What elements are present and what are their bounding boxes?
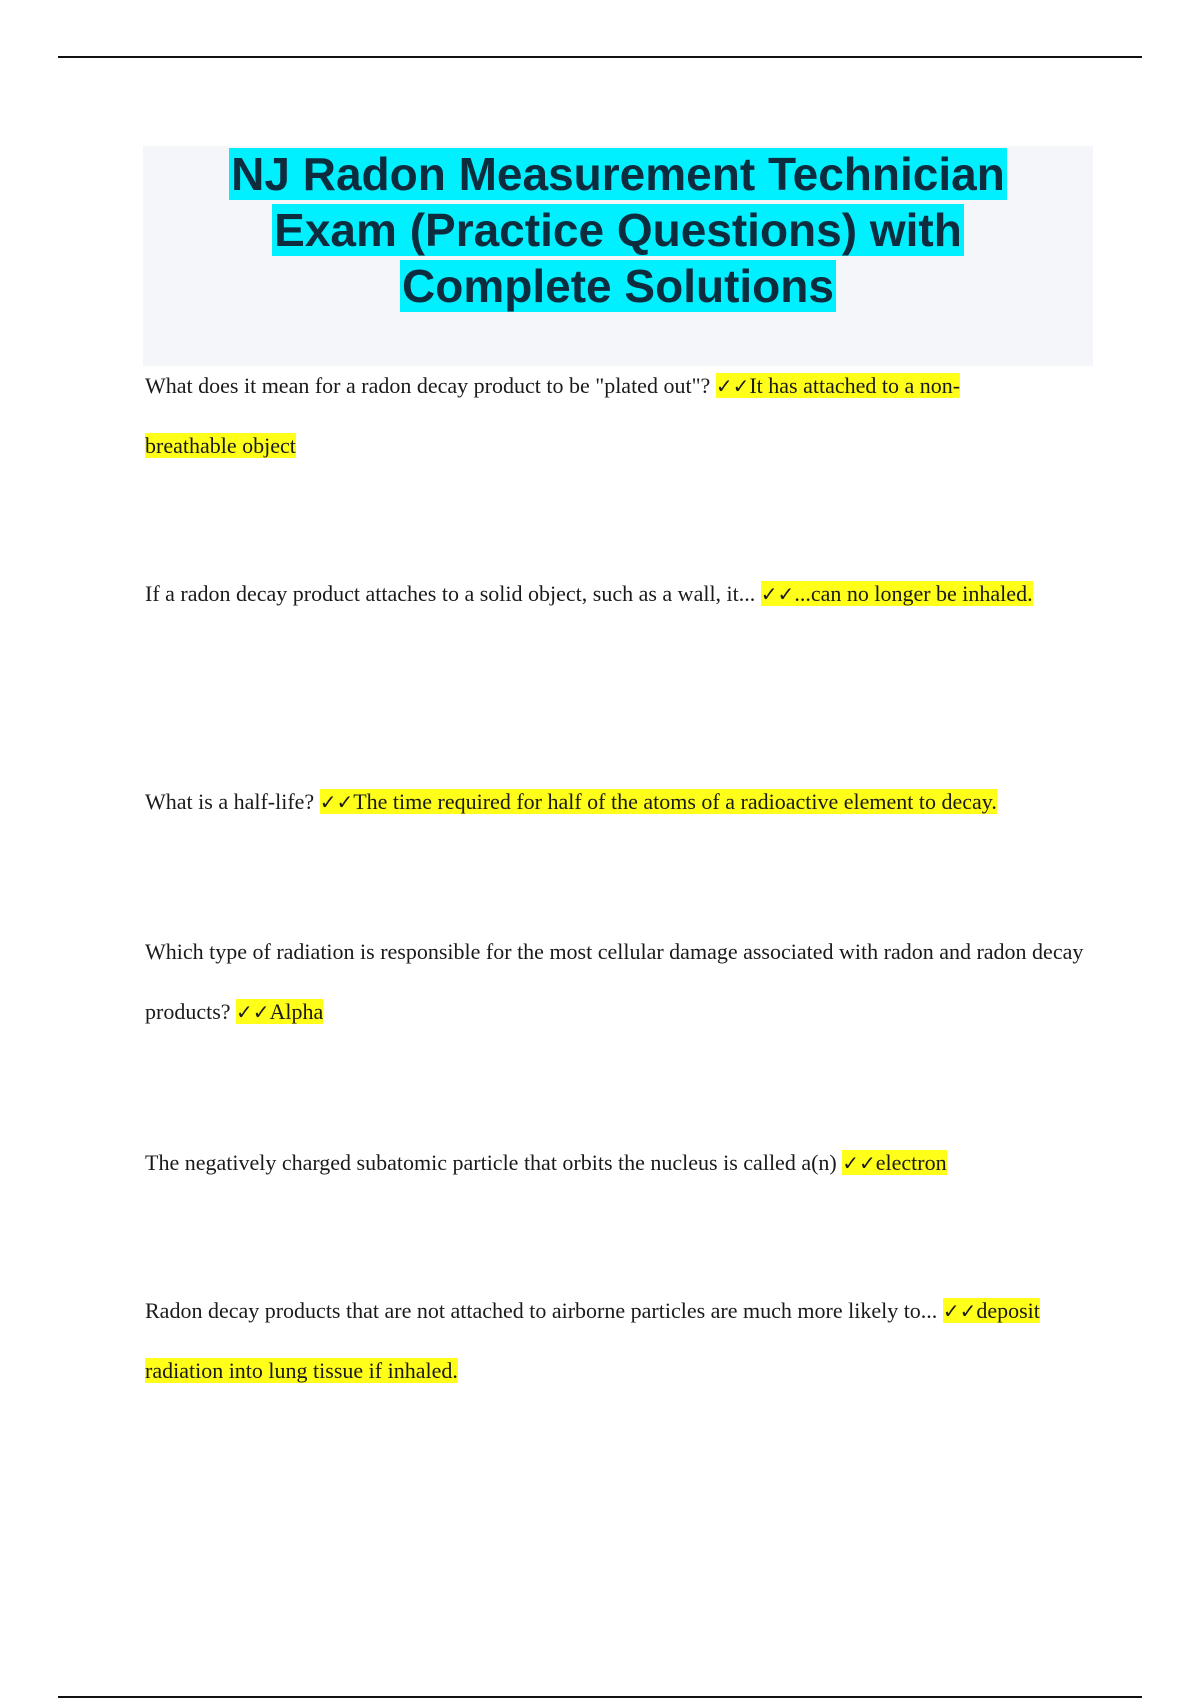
question-text: Which type of radiation is responsible for the most cellular damage associated with radon and radon decay products? [145, 939, 1084, 1024]
double-check-icon: ✓✓ [942, 1299, 977, 1323]
answer-text: The time required for half of the atoms of a radioactive element to decay. [353, 789, 997, 814]
double-check-icon: ✓✓ [760, 582, 795, 606]
double-check-icon: ✓✓ [319, 790, 354, 814]
double-check-icon: ✓✓ [236, 1000, 270, 1024]
qa-item [145, 922, 1095, 1042]
bottom-rule [58, 1696, 1142, 1698]
double-check-icon: ✓✓ [715, 374, 750, 398]
qa-item [145, 772, 1145, 832]
question-text: Radon decay products that are not attached to airborne particles are much more likely to... [145, 1298, 943, 1323]
question-text: If a radon decay product attaches to a solid object, such as a wall, it... [145, 581, 761, 606]
answer-highlight [761, 581, 1033, 606]
qa-item [145, 564, 1095, 624]
qa-item [145, 356, 1050, 476]
question-text: The negatively charged subatomic particle that orbits the nucleus is called a(n) [145, 1150, 843, 1175]
question-text: What does it mean for a radon decay product to be "plated out"? [145, 373, 716, 398]
top-rule [58, 56, 1142, 58]
answer-text: Alpha [269, 999, 324, 1024]
qa-item [145, 1281, 1095, 1401]
answer-text: electron [875, 1150, 947, 1175]
page-title [188, 146, 1048, 314]
answer-text: It has attached to a non-breathable object [145, 373, 961, 458]
answer-highlight [842, 1150, 946, 1175]
double-check-icon: ✓✓ [842, 1151, 876, 1175]
question-text: What is a half-life? [145, 789, 320, 814]
answer-text: ...can no longer be inhaled. [794, 581, 1033, 606]
title-block [143, 146, 1093, 366]
qa-item [145, 1133, 1095, 1193]
answer-text: deposit radiation into lung tissue if inhaled. [145, 1298, 1040, 1383]
answer-highlight [320, 789, 997, 814]
title-highlight: NJ Radon Measurement Technician Exam (Practice Questions) with Complete Solutions [231, 148, 1005, 312]
answer-highlight [236, 999, 323, 1024]
